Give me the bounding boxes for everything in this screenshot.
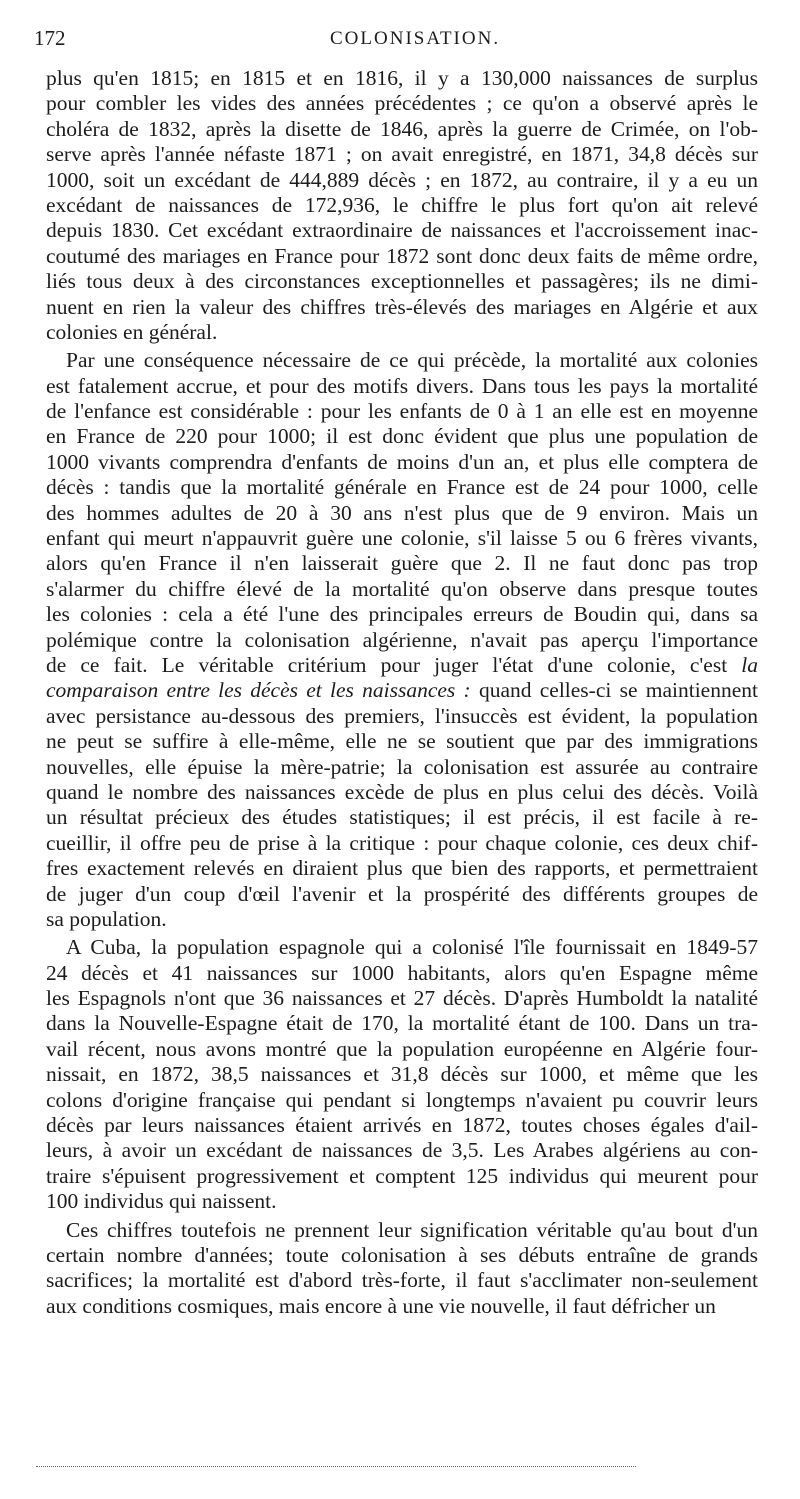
- text-line: leurs, à avoir un excédant de naissances de 3,5. Les Arabes algériens au con-: [46, 1138, 758, 1163]
- text-line: nuent en rien la valeur des chiffres très-élevés des mariages en Algérie et aux: [46, 294, 758, 319]
- text-line: quand le nombre des naissances excède de plus en plus celui des décès. Voilà: [46, 779, 758, 804]
- running-head: COLONISATION.: [330, 28, 501, 49]
- text-line: Par une conséquence nécessaire de ce qui précède, la mortalité aux colonies: [66, 348, 758, 373]
- text-line: traire s'épuisent progressivement et comptent 125 individus qui meurent pour: [46, 1163, 758, 1188]
- text-line: excédant de naissances de 172,936, le chiffre le plus fort qu'on ait relevé: [46, 192, 758, 217]
- paragraph: [46, 348, 758, 932]
- page-header: [34, 26, 764, 56]
- text-line: sacrifices; la mortalité est d'abord très-forte, il faut s'acclimater non-seulement: [46, 1268, 758, 1293]
- text-line: A Cuba, la population espagnole qui a colonisé l'île fournissait en 1849-57: [66, 935, 758, 960]
- text-line: nouvelles, elle épuise la mère-patrie; la colonisation est assurée au contraire: [46, 754, 758, 779]
- text-line: 1000, soit un excédant de 444,889 décès ; en 1872, au contraire, il y a eu un: [46, 167, 758, 192]
- text-line: colons d'origine française qui pendant si longtemps n'avaient pu couvrir leurs: [46, 1087, 758, 1112]
- text-line: coutumé des mariages en France pour 1872 sont donc deux faits de même ordre,: [46, 243, 758, 268]
- text-line: aux conditions cosmiques, mais encore à une vie nouvelle, il faut défricher un: [46, 1293, 716, 1318]
- text-line: avec persistance au-dessous des premiers, l'insuccès est évident, la population: [46, 703, 758, 728]
- body-text: [46, 66, 758, 1319]
- text-line: des hommes adultes de 20 à 30 ans n'est plus que de 9 environ. Mais un: [46, 500, 758, 525]
- emphasis: comparaison entre les décès et les naissances :: [46, 678, 471, 703]
- text-line: décès par leurs naissances étaient arrivés en 1872, toutes choses égales d'ail-: [46, 1113, 758, 1138]
- text-line: 24 décès et 41 naissances sur 1000 habitants, alors qu'en Espagne même: [46, 960, 758, 985]
- paragraph: [46, 935, 758, 1214]
- text-line: de juger d'un coup d'œil l'avenir et la prospérité des différents groupes de: [46, 881, 758, 906]
- text-line: de ce fait. Le véritable critérium pour juger l'état d'une colonie, c'est la: [46, 652, 758, 677]
- text-line: cueillir, il offre peu de prise à la critique : pour chaque colonie, ces deux chif-: [46, 830, 758, 855]
- text-line: choléra de 1832, après la disette de 1846, après la guerre de Crimée, on l'ob-: [46, 116, 758, 141]
- text-line: Ces chiffres toutefois ne prennent leur signification véritable qu'au bout d'un: [66, 1217, 758, 1242]
- text-line: dans la Nouvelle-Espagne était de 170, la mortalité étant de 100. Dans un tra-: [46, 1011, 758, 1036]
- text-line: les Espagnols n'ont que 36 naissances et 27 décès. D'après Humboldt la natalité: [46, 986, 758, 1011]
- text-line: sa population.: [46, 906, 167, 931]
- text-line: décès : tandis que la mortalité générale en France est de 24 pour 1000, celle: [46, 475, 758, 500]
- text-line: un résultat précieux des études statistiques; il est précis, il est facile à re-: [46, 805, 758, 830]
- footer-rule: [36, 1466, 636, 1467]
- text-line: 100 individus qui naissent.: [46, 1189, 277, 1214]
- page-number: 172: [34, 26, 66, 50]
- paragraph: [46, 1218, 758, 1320]
- text-line: 1000 vivants comprendra d'enfants de moins d'un an, et plus elle comptera de: [46, 449, 758, 474]
- text-line: comparaison entre les décès et les naissances : quand celles-ci se maintiennent: [46, 678, 758, 703]
- text-line: certain nombre d'années; toute colonisation à ses débuts entraîne de grands: [46, 1242, 758, 1267]
- text-line: depuis 1830. Cet excédant extraordinaire de naissances et l'accroissement inac-: [46, 218, 758, 243]
- text-line: ne peut se suffire à elle-même, elle ne se soutient que par des immigrations: [46, 729, 758, 754]
- text-line: s'alarmer du chiffre élevé de la mortalité qu'on observe dans presque toutes: [46, 576, 758, 601]
- text-line: polémique contre la colonisation algérienne, n'avait pas aperçu l'importance: [46, 627, 758, 652]
- text-line: colonies en général.: [46, 319, 218, 344]
- text-line: les colonies : cela a été l'une des principales erreurs de Boudin qui, dans sa: [46, 602, 758, 627]
- paragraph: [46, 66, 758, 345]
- text-line: de l'enfance est considérable : pour les enfants de 0 à 1 an elle est en moyenne: [46, 399, 758, 424]
- text-line: nissait, en 1872, 38,5 naissances et 31,8 décès sur 1000, et même que les: [46, 1062, 758, 1087]
- text-line: en France de 220 pour 1000; il est donc évident que plus une population de: [46, 424, 758, 449]
- text-line: fres exactement relevés en diraient plus que bien des rapports, et permettraient: [46, 856, 758, 881]
- text-line: serve après l'année néfaste 1871 ; on avait enregistré, en 1871, 34,8 décès sur: [46, 142, 758, 167]
- text-line: plus qu'en 1815; en 1815 et en 1816, il y a 130,000 naissances de surplus: [46, 66, 758, 90]
- text-line: vail récent, nous avons montré que la population européenne en Algérie four-: [46, 1036, 758, 1061]
- text-line: alors qu'en France il n'en laisserait guère que 2. Il ne faut donc pas trop: [46, 551, 758, 576]
- emphasis: la: [741, 652, 758, 677]
- text-line: pour combler les vides des années précédentes ; ce qu'on a observé après le: [46, 91, 758, 116]
- text-line: enfant qui meurt n'appauvrit guère une colonie, s'il laisse 5 ou 6 frères vivants,: [46, 526, 758, 551]
- text-line: est fatalement accrue, et pour des motifs divers. Dans tous les pays la mortalité: [46, 373, 758, 398]
- text-line: liés tous deux à des circonstances exceptionnelles et passagères; ils ne dimi-: [46, 269, 758, 294]
